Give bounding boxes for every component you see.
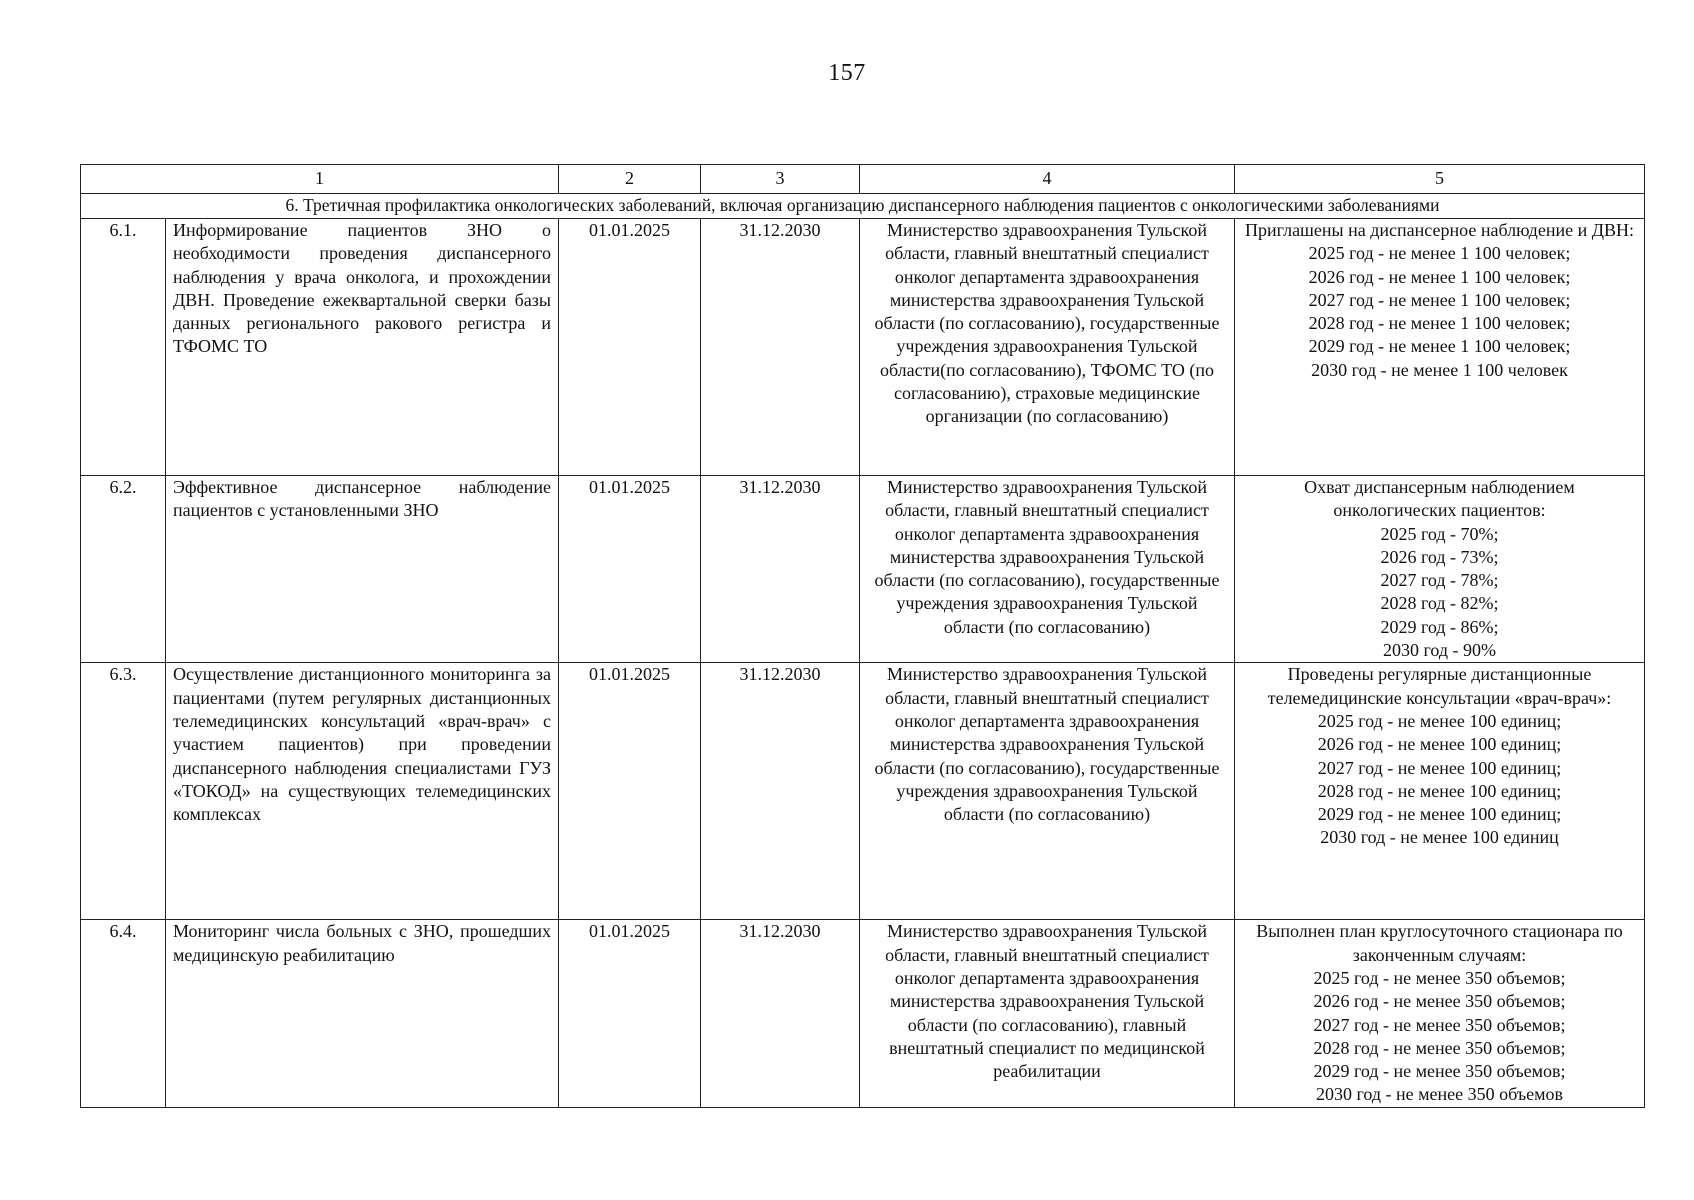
result-line: 2030 год - не менее 1 100 человек: [1311, 359, 1568, 380]
measure-description: Информирование пациентов ЗНО о необходимости проведения диспансерного наблюдения у врача онколога, и прохождении ДВН. Проведение ежеквартальной сверки базы данных регионального ракового регистра и ТФОМС ТО: [166, 219, 559, 476]
result-line: 2027 год - 78%;: [1380, 570, 1499, 591]
end-date: 31.12.2030: [701, 476, 860, 663]
result-line: 2026 год - не менее 350 объемов;: [1313, 991, 1566, 1012]
start-date: 01.01.2025: [559, 219, 701, 476]
result-line: 2025 год - 70%;: [1380, 523, 1499, 544]
start-date: 01.01.2025: [559, 663, 701, 920]
expected-result: [1235, 219, 1645, 476]
result-line: Проведены регулярные дистанционные телемедицинские консультации «врач-врач»:: [1267, 664, 1612, 708]
result-line: 2028 год - не менее 350 объемов;: [1313, 1037, 1566, 1058]
result-line: Выполнен план круглосуточного стационара по законченным случаям:: [1256, 921, 1623, 965]
result-line: 2029 год - не менее 1 100 человек;: [1308, 336, 1571, 357]
responsible-parties: Министерство здравоохранения Тульской области, главный внештатный специалист онколог департамента здравоохранения министерства здравоохранения Тульской области (по согласованию), государственные учреждения здравоохранения Тульской области(по согласованию), ТФОМС ТО (по согласованию), страховые медицинские организации (по согласованию): [860, 219, 1235, 476]
expected-result: [1235, 663, 1645, 920]
result-line: Охват диспансерным наблюдением онкологических пациентов:: [1304, 477, 1575, 521]
result-line: 2026 год - не менее 1 100 человек;: [1308, 266, 1571, 287]
section-title: 6. Третичная профилактика онкологических заболеваний, включая организацию диспансерного наблюдения пациентов с онкологическими заболеваниями: [81, 194, 1645, 219]
start-date: 01.01.2025: [559, 920, 701, 1107]
responsible-parties: Министерство здравоохранения Тульской области, главный внештатный специалист онколог департамента здравоохранения министерства здравоохранения Тульской области (по согласованию), государственные учреждения здравоохранения Тульской области (по согласованию): [860, 663, 1235, 920]
start-date: 01.01.2025: [559, 476, 701, 663]
column-header-3: 3: [701, 165, 860, 194]
table-row: [81, 920, 1645, 1107]
row-number: 6.2.: [81, 476, 166, 663]
result-line: 2026 год - не менее 100 единиц;: [1317, 734, 1562, 755]
column-header-4: 4: [860, 165, 1235, 194]
section-row: [81, 194, 1645, 219]
table-row: [81, 476, 1645, 663]
measure-description: Осуществление дистанционного мониторинга за пациентами (путем регулярных дистанционных телемедицинских консультаций «врач-врач» с участием пациентов) при проведении диспансерного наблюдения специалистами ГУЗ «ТОКОД» на существующих телемедицинских комплексах: [166, 663, 559, 920]
measures-table: [80, 164, 1645, 1108]
result-line: 2027 год - не менее 100 единиц;: [1317, 757, 1562, 778]
table-row: [81, 219, 1645, 476]
column-header-2: 2: [559, 165, 701, 194]
column-header-1: 1: [81, 165, 559, 194]
result-line: Приглашены на диспансерное наблюдение и ДВН:: [1244, 220, 1634, 240]
result-line: 2029 год - не менее 100 единиц;: [1317, 804, 1562, 825]
result-line: 2027 год - не менее 1 100 человек;: [1308, 289, 1571, 310]
result-line: 2027 год - не менее 350 объемов;: [1313, 1014, 1566, 1035]
end-date: 31.12.2030: [701, 219, 860, 476]
result-line: 2028 год - не менее 1 100 человек;: [1308, 313, 1571, 334]
end-date: 31.12.2030: [701, 920, 860, 1107]
responsible-parties: Министерство здравоохранения Тульской области, главный внештатный специалист онколог департамента здравоохранения министерства здравоохранения Тульской области (по согласованию), государственные учреждения здравоохранения Тульской области (по согласованию): [860, 476, 1235, 663]
responsible-parties: Министерство здравоохранения Тульской области, главный внештатный специалист онколог департамента здравоохранения министерства здравоохранения Тульской области (по согласованию), главный внештатный специалист по медицинской реабилитации: [860, 920, 1235, 1107]
expected-result: [1235, 920, 1645, 1107]
table-row: [81, 663, 1645, 920]
result-line: 2025 год - не менее 100 единиц;: [1317, 710, 1562, 731]
result-line: 2029 год - 86%;: [1380, 616, 1499, 637]
measure-description: Мониторинг числа больных с ЗНО, прошедших медицинскую реабилитацию: [166, 920, 559, 1107]
result-line: 2030 год - не менее 350 объемов: [1315, 1084, 1564, 1105]
result-line: 2026 год - 73%;: [1380, 546, 1499, 567]
result-line: 2029 год - не менее 350 объемов;: [1313, 1061, 1566, 1082]
end-date: 31.12.2030: [701, 663, 860, 920]
result-line: 2028 год - 82%;: [1380, 593, 1499, 614]
column-header-5: 5: [1235, 165, 1645, 194]
row-number: 6.4.: [81, 920, 166, 1107]
result-line: 2028 год - не менее 100 единиц;: [1317, 780, 1562, 801]
page-number: 157: [828, 60, 866, 86]
row-number: 6.3.: [81, 663, 166, 920]
result-line: 2025 год - не менее 1 100 человек;: [1308, 243, 1571, 264]
row-number: 6.1.: [81, 219, 166, 476]
result-line: 2030 год - не менее 100 единиц: [1320, 827, 1559, 848]
column-number-row: [81, 165, 1645, 194]
result-line: 2025 год - не менее 350 объемов;: [1313, 967, 1566, 988]
expected-result: [1235, 476, 1645, 663]
result-line: 2030 год - 90%: [1382, 640, 1497, 661]
measure-description: Эффективное диспансерное наблюдение пациентов с установленными ЗНО: [166, 476, 559, 663]
